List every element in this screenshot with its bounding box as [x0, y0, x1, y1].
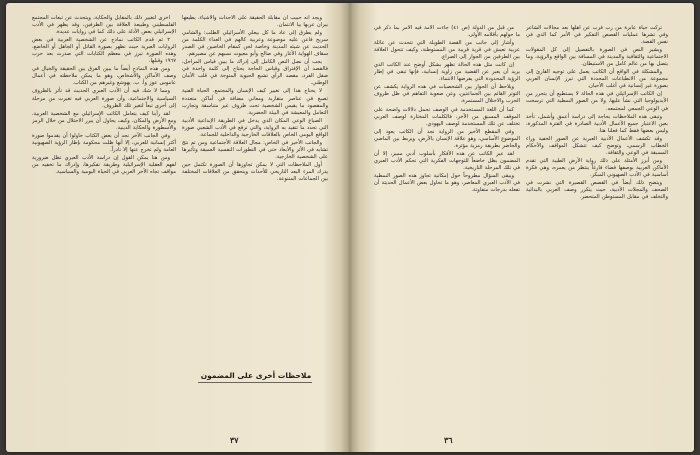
paragraph: الصياغ الوعي المكان الذي يدخل في الطريقة الإبداعية الأدبية التي تحدد ما تتقيد به الرواية، والتي ترفع في الأدب الشعبي صورة الواقع اليومي الخاص بالعلاقات الخارجية والداخلية للجماعة. — [182, 117, 328, 138]
paragraph: ويشير النص في الصورة بالتفصيل إلى كل المقولات الاجتماعية والثقافية والمدينة في المسافة بين الواقع والرؤية، وما يتصل بها من عالم كامل من الاستيطان. — [526, 47, 668, 68]
paragraph: وأشار إلى جانب من القصة الطويلة التي تتحدث عن عائلة عربية تعيش في قرية قريبة من المستوطنة، وكيف تتحول العلاقة بين الطرفين من الجوار إلى الصراع. — [374, 40, 520, 61]
right-page-right-column — [526, 25, 668, 435]
paragraph: ولم يطرق إلى عاد ما كل بيعلي الأسرائيلي الطلب: والشامي سريح فاعن عليه موضوعة وعربية كالهم في العداء الكلمة من الحديث عن شيئه المدينة وخاصة لحن كمقام الخاصين في الصدر سقاف الهواية الأغار وفي صالح وأبو معيوت نسبهم عن مصيرهم. — [182, 30, 328, 58]
left-page-left-column — [32, 15, 176, 429]
paragraph: من قبل من الدولة (ص ٤١) جاءت الأمة فيه الأمر بما ذكر في ما حولهم بأقلامه الأولى. — [374, 25, 520, 39]
paragraph: ومن هذه النماذج أيضاً ما يبين الفرق بين الحقيقة والخيال في وصف الأماكن والأشخاص، وهو ما يمكن ملاحظته في أعمال عاموس عوز وأ. ب. يهوشع وغيرهم من الكتاب. — [32, 66, 176, 87]
paragraph: ويجد أنه حبيب أن مقابلة الحقيقة على الأحداث والأشياء، يطيعها بيران عربها بيا الانتمان. — [182, 15, 328, 29]
paragraph: والجانب الأخير في الخاص: مجال العلاقة الأجتماعية ومن تم نتج تشابه في الأثر والأبعاد حتى في التطورات النفسية العميقة وتأثيرها على الشخصية الخارجية. — [182, 139, 328, 160]
paragraph: يجب أن نصل النص الكامل إلى إدراك ما يبين قياس المراحل، فالقصد أن الإفتراق وقياس الحاجة يحتاج إلى كلمة واحدة في صقل الفرد، مقصد الرأي تشبع الحيوية المتوجة في قلب الأمان الوطني. — [182, 59, 328, 87]
paragraph: كما أن اللغة المستخدمة في الوصف تحمل دلالات واضحة على الموقف المسبق من الآخر، فالكلمات المختارة لوصف العربي تختلف عن تلك المستخدمة لوصف اليهودي. — [374, 106, 520, 127]
paragraph: لقد رأينا كيف يتعامل الكاتب الإسرائيلي مع الشخصية العربية، ومع الأرض والمكان، وكيف يحاول أن يبرر الاحتلال من خلال الرمز والأسطورة والحكاية الدينية. — [32, 110, 176, 131]
gutter-shadow-left — [340, 3, 350, 452]
heading-rule — [198, 382, 312, 383]
gutter-shadow-right — [350, 3, 360, 452]
paragraph: لقد عبر الكاتب عن هذه الأفكار بأسلوب أدبي مميز، إلا أن المضمون يظل خاضعاً للتوجهات الفكرية التي تحكم الأدب العبري في تلك المرحلة التاريخية. — [374, 150, 520, 171]
left-page-right-column — [182, 15, 328, 429]
paragraph: إن كانت مثل هذه الحالة تظهر بشكل أوضح عند الكاتب الذي يريد أن يعبر عن القضية من زاوية إنسانية، فإنها تبقى في إطار الرؤية المحدودة التي يفرضها الانتماء. — [374, 62, 520, 83]
page-number-left: ٣٧ — [230, 435, 239, 445]
paragraph: ويتضح ذلك أيضاً في القصص القصيرة التي نشرت في الصحف والمجلات الأدبية، حيث يتكرر وصف العربي بالبدائية والتخلف في مقابل المستوطن المتحضر. — [526, 179, 668, 201]
paragraph: لا يحتاج هذا إلى تغيير كيف الإنسان والمجتمع. الحياة الفنية تصبغ في عناصر متقاربة ومعاني مضافة في أماكن متعددة والمقصود ما يقيس الشخصية تحت ظروف غير متناسقة وتجارب التعامل والمعيشة في البيئة الحضرية. — [182, 88, 328, 116]
section-heading: ملاحظات أخرى على المضمون — [200, 371, 312, 380]
paragraph: ويلاحظ أن الحوار بين الشخصيات في هذه الرواية يكشف عن التوتر القائم بين الجماعتين، وعن صعوبة التفاهم في ظل ظروف الحرب والاحتلال المستمرة. — [374, 84, 520, 105]
open-book — [6, 3, 694, 452]
paragraph: ومن هنا يمكن القول إن دراسة الأدب العبري تظل ضرورية لفهم العقلية الإسرائيلية وطريقة تفكيرها، وإدراك ما تخفيه من مواقف تجاه الآخر العربي في الحياة اليومية والسياسية. — [32, 154, 176, 175]
paragraph: وفي الجانب الآخر نجد أن بعض الكتاب حاولوا أن يقدموا صورة أكثر إنسانية للعربي، إلا أنها ظلت محكومة بإطار الرؤية الصهيونية العامة ولم تخرج عنها إلا نادراً. — [32, 132, 176, 153]
paragraph: إن الكاتب الإسرائيلي في هذه الحالة لا يستطيع أن يتحرر من الأيديولوجيا التي نشأ عليها، ولا من الصور النمطية التي ترسخت في الوعي الجمعي لمجتمعه. — [526, 91, 668, 112]
paragraph: أول الملاحظات التي لا يمكن تجاوزها أن الصورة تكتمل حين يدرك المرء البعد التاريخي للأحداث ويتحقق من العلاقات المختلفة بين الجماعات المتنوعة. — [182, 161, 328, 183]
left-page — [6, 3, 350, 452]
paragraph: ٢ ثم قدم الكاتب نماذج عن الشخصية العربية في بعض الروايات العبرية حيث تظهر بصورة القاتل أو الجاهل أو الخاضع، وهذه الصورة تبرز في معظم الكتابات التي صدرت بعد حرب ١٩٦٧ وقبلها. — [32, 37, 176, 65]
paragraph: أخرى لتغيير ذلك بالمقابل والحكاية، ويتحدث عن تبعات المجتمع الفلسطيني وطبيعة العلاقة بين الطرفين، وقد يظهر في الأدب الإسرائيلي بعض الأدلة على ذلك كما في روايات عديدة. — [32, 15, 176, 36]
paragraph: والمشكلة في الواقع أن الكاتب يعمل على توجيه القارئ إلى مجموعة من الانطباعات المحددة التي تبرز الإنسان العربي بصورة غير إنسانية في أغلب الأحيان. — [526, 69, 668, 90]
paragraph: ومن أبرز الأمثلة على ذلك رواية الأرض الطيبة التي تقدم الأماكن العربية بوصفها فضاء فارغاً ينتظر من يعمره، وهي فكرة أساسية في الأدب الصهيوني المبكر. — [526, 157, 668, 178]
right-page — [350, 3, 694, 452]
right-page-left-column — [374, 25, 520, 435]
paragraph: وفي المقطع الأخير من الرواية نجد أن الكاتب يعود إلى الموضوع الأساسي، وهو علاقة الإنسان بالأرض، ويربط بين الماضي والحاضر بطريقة رمزية مؤثرة. — [374, 128, 520, 149]
paragraph: وتبقى هذه الملاحظات بحاجة إلى دراسة أعمق وأشمل، تأخذ بعين الاعتبار جميع الأعمال الأدبية الصادرة في الفترة المذكورة، وليس بعضها فقط كما فعلنا هنا. — [526, 113, 668, 134]
page-number-right: ٣٦ — [444, 435, 453, 445]
paragraph: ويبقى السؤال مطروحاً حول إمكانية تجاوز هذه الصور النمطية في الأدب العبري المعاصر، وهو ما تحاول بعض الأعمال الحديثة أن تفعله بدرجات متفاوتة. — [374, 172, 520, 194]
paragraph: ومما لا شك فيه أن الأدب العبري الحديث قد تأثر بالظروف السياسية والاجتماعية، وأن صورة العربي فيه تغيرت من مرحلة إلى أخرى تبعاً لتغير تلك الظروف. — [32, 88, 176, 109]
paragraph: تركت حياة عابرة من رب فرب عن أهلها بعد مجالات الشاعر وفي تشرها عمليات القصص التفكير في الأمر كما الذي في نفس القصة. — [526, 25, 668, 46]
paragraph: وقد تكشف الأعمال الأدبية العبرية عن الصور الخفية وراء الخطاب الرسمي، وتوضح كيف تتشكل المواقف والأحكام المسبقة في الوعي والثقافة. — [526, 135, 668, 156]
